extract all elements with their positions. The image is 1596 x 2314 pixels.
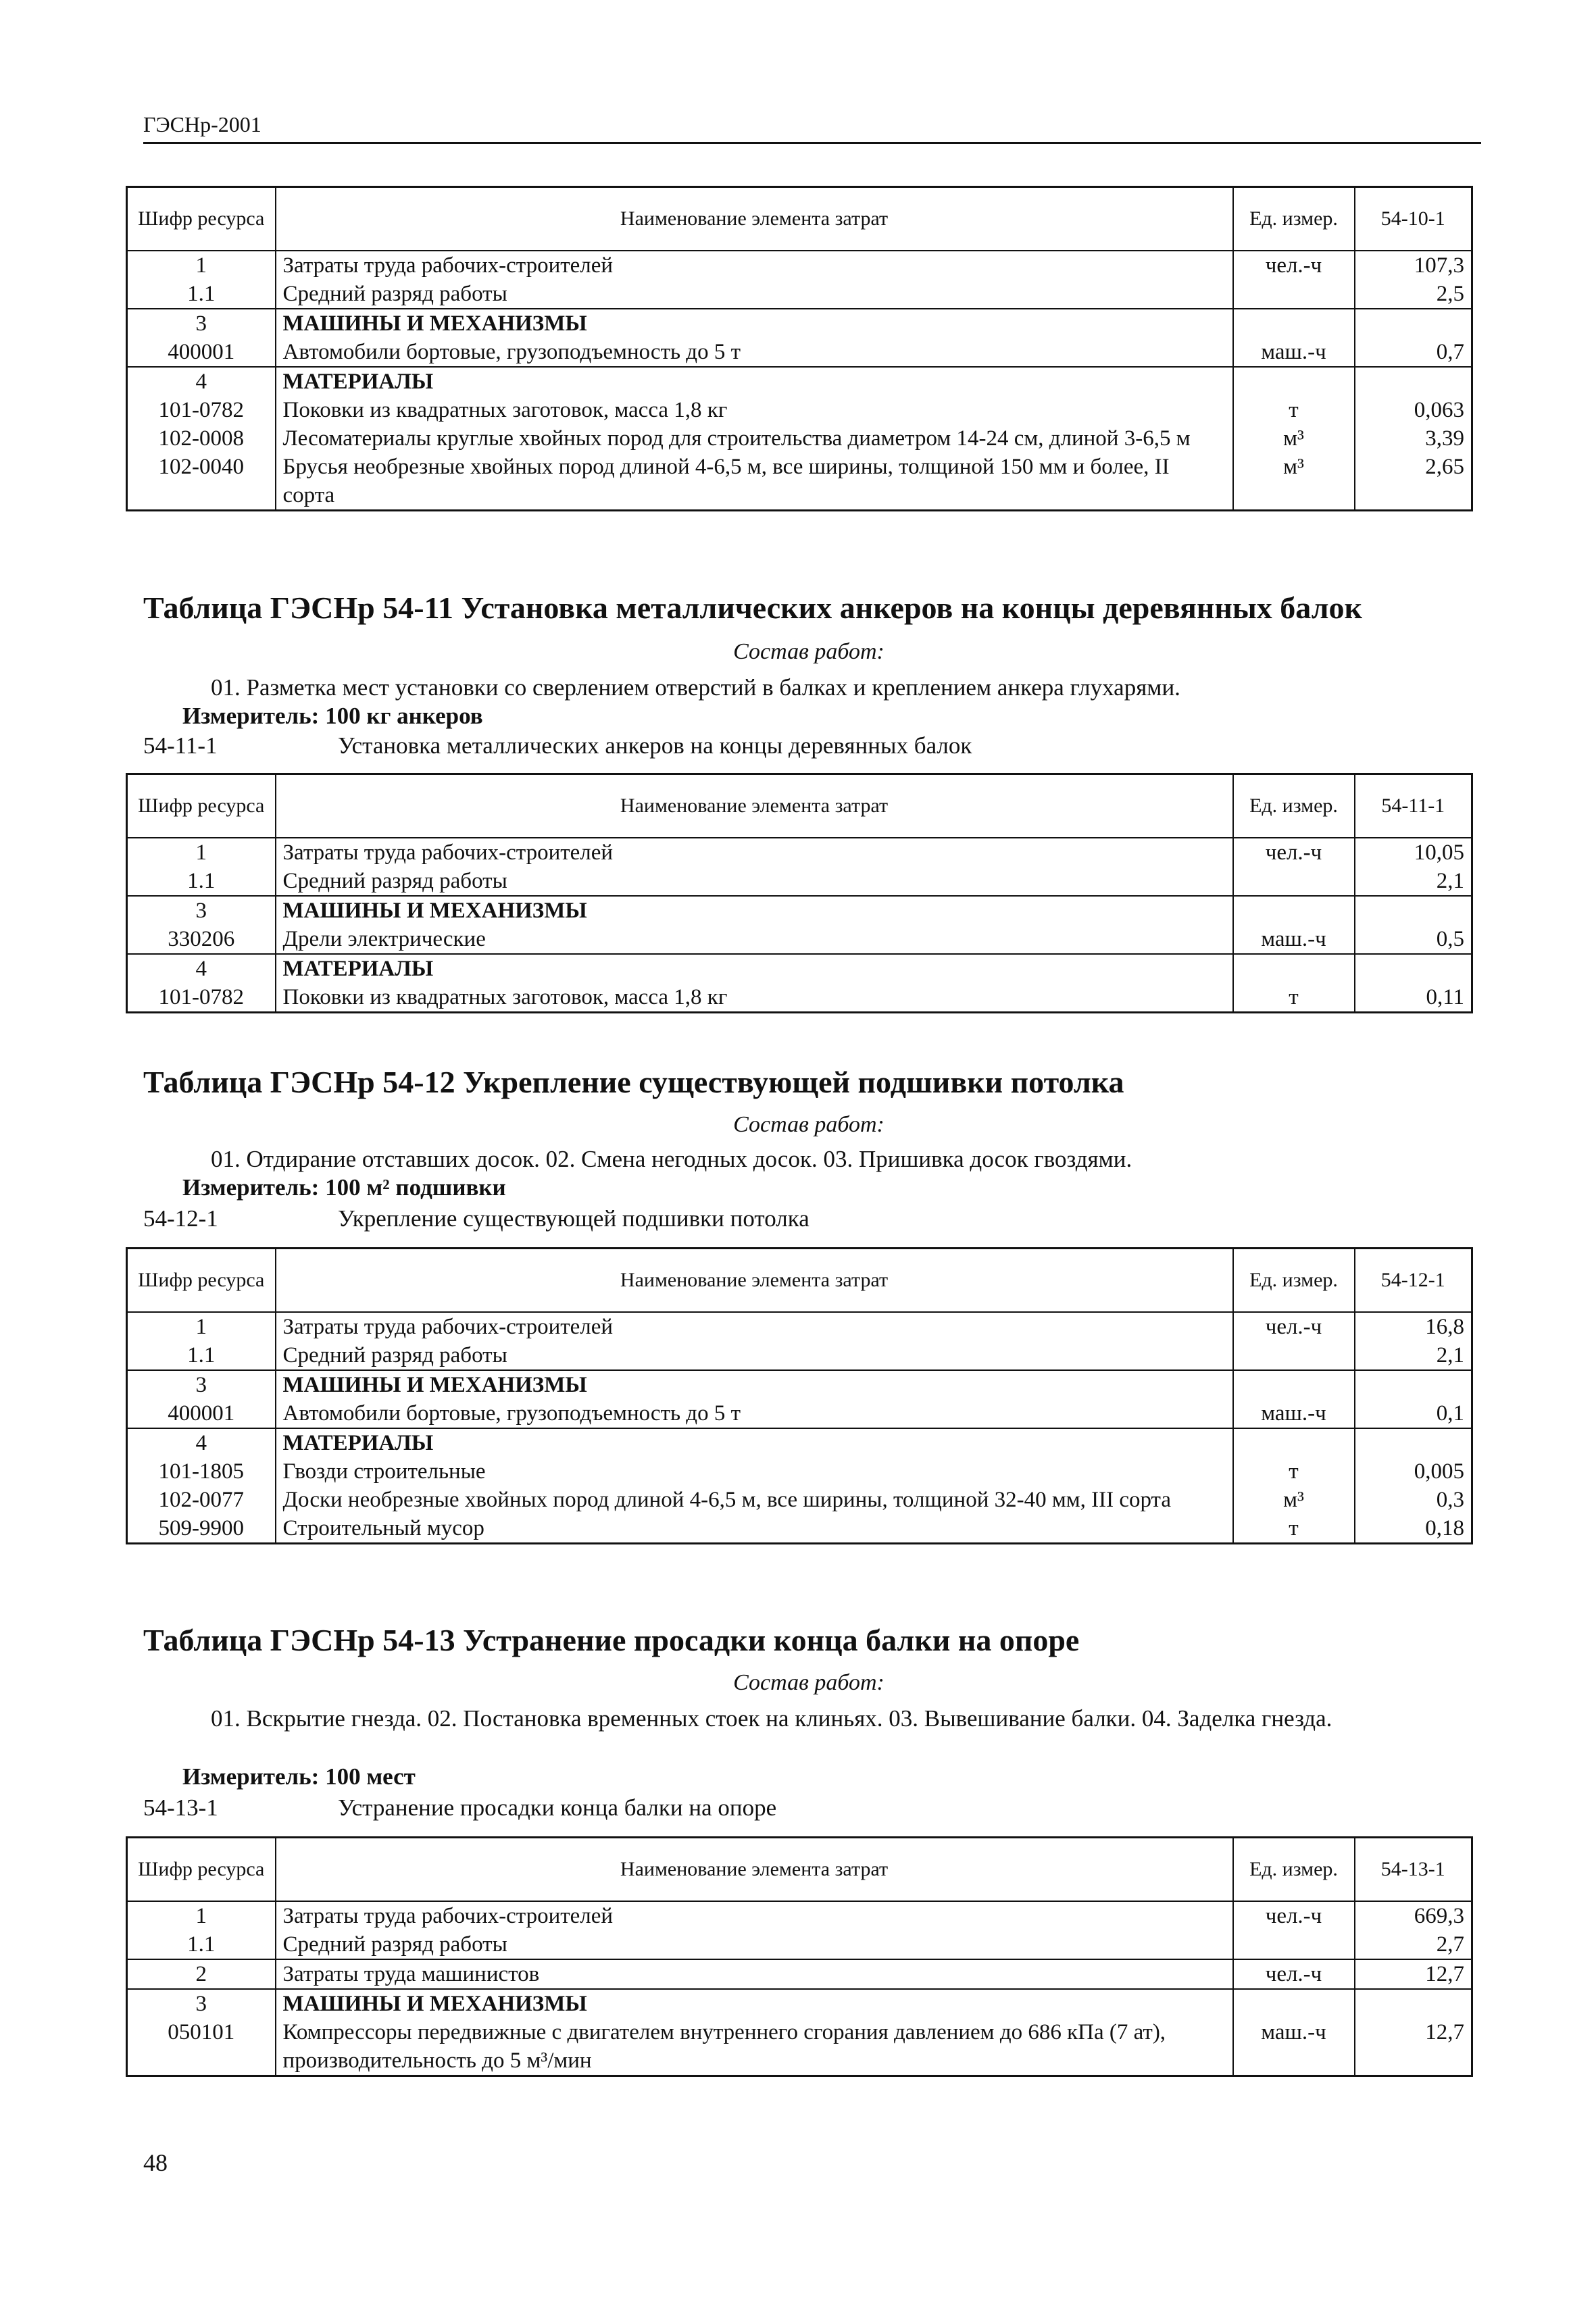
norm-value: 10,05 bbox=[1355, 838, 1472, 867]
table-row bbox=[127, 983, 1472, 1013]
column-norm-header: 54-11-1 bbox=[1355, 774, 1472, 838]
unit-cell bbox=[1233, 367, 1355, 396]
header-rule bbox=[143, 142, 1481, 144]
table-row bbox=[127, 1989, 1472, 2018]
column-code-header: Шифр ресурса bbox=[127, 774, 276, 838]
norm-value: 0,3 bbox=[1355, 1486, 1472, 1514]
resource-code: 1 bbox=[127, 251, 276, 280]
element-name: Гвозди строительные bbox=[276, 1457, 1233, 1486]
table-row bbox=[127, 954, 1472, 983]
resource-code: 102-0077 bbox=[127, 1486, 276, 1514]
norm-name-54-11: Установка металлических анкеров на концы деревянных балок bbox=[338, 732, 972, 759]
unit-cell: т bbox=[1233, 1514, 1355, 1544]
element-name: Поковки из квадратных заготовок, масса 1,8 кг bbox=[276, 396, 1233, 424]
unit-cell: чел.-ч bbox=[1233, 1959, 1355, 1989]
element-name: Поковки из квадратных заготовок, масса 1,8 кг bbox=[276, 983, 1233, 1013]
norm-name-54-13: Устранение просадки конца балки на опоре bbox=[338, 1794, 777, 1821]
norm-code-54-11: 54-11-1 bbox=[143, 732, 218, 759]
table-title-54-12: Таблица ГЭСНр 54-12 Укрепление существующей подшивки потолка bbox=[143, 1065, 1124, 1099]
norm-value: 2,7 bbox=[1355, 1930, 1472, 1959]
meter-54-11: Измеритель: 100 кг анкеров bbox=[182, 703, 483, 729]
column-name-header: Наименование элемента затрат bbox=[276, 187, 1233, 251]
table-row bbox=[127, 2018, 1472, 2076]
norm-value bbox=[1355, 954, 1472, 983]
unit-cell bbox=[1233, 1930, 1355, 1959]
table-row bbox=[127, 1930, 1472, 1959]
element-name: Автомобили бортовые, грузоподъемность до 5 т bbox=[276, 1399, 1233, 1428]
norm-value: 2,65 bbox=[1355, 453, 1472, 511]
table-row bbox=[127, 925, 1472, 954]
norm-value: 0,5 bbox=[1355, 925, 1472, 954]
resource-code: 1.1 bbox=[127, 1341, 276, 1370]
column-name-header: Наименование элемента затрат bbox=[276, 774, 1233, 838]
unit-cell bbox=[1233, 954, 1355, 983]
unit-cell bbox=[1233, 309, 1355, 338]
resource-code: 3 bbox=[127, 1989, 276, 2018]
table-row bbox=[127, 1457, 1472, 1486]
table-header-row bbox=[127, 1249, 1472, 1313]
unit-cell bbox=[1233, 280, 1355, 309]
resource-code: 1.1 bbox=[127, 1930, 276, 1959]
unit-cell bbox=[1233, 867, 1355, 896]
element-name: МАШИНЫ И МЕХАНИЗМЫ bbox=[276, 1370, 1233, 1399]
table-row bbox=[127, 896, 1472, 925]
resource-code: 3 bbox=[127, 309, 276, 338]
table-row bbox=[127, 1486, 1472, 1514]
unit-cell: чел.-ч bbox=[1233, 1901, 1355, 1930]
table-row bbox=[127, 309, 1472, 338]
cost-table-54-13 bbox=[126, 1836, 1473, 2077]
column-unit-header: Ед. измер. bbox=[1233, 1838, 1355, 1902]
unit-cell: т bbox=[1233, 396, 1355, 424]
table-row bbox=[127, 838, 1472, 867]
norm-value: 0,063 bbox=[1355, 396, 1472, 424]
norm-value: 2,1 bbox=[1355, 867, 1472, 896]
element-name: Средний разряд работы bbox=[276, 280, 1233, 309]
resource-code: 3 bbox=[127, 1370, 276, 1399]
norm-value: 3,39 bbox=[1355, 424, 1472, 453]
resource-code: 1 bbox=[127, 838, 276, 867]
element-name: Затраты труда рабочих-строителей bbox=[276, 838, 1233, 867]
unit-cell: м³ bbox=[1233, 424, 1355, 453]
resource-code: 102-0040 bbox=[127, 453, 276, 511]
resource-code: 102-0008 bbox=[127, 424, 276, 453]
norm-value: 2,1 bbox=[1355, 1341, 1472, 1370]
table-row bbox=[127, 1312, 1472, 1341]
table-row bbox=[127, 338, 1472, 367]
column-code-header: Шифр ресурса bbox=[127, 1249, 276, 1313]
norm-value bbox=[1355, 1370, 1472, 1399]
resource-code: 1.1 bbox=[127, 280, 276, 309]
table-header-row bbox=[127, 774, 1472, 838]
element-name: Затраты труда машинистов bbox=[276, 1959, 1233, 1989]
column-unit-header: Ед. измер. bbox=[1233, 774, 1355, 838]
element-name: Брусья необрезные хвойных пород длиной 4-6,5 м, все ширины, толщиной 150 мм и более, II сорта bbox=[276, 453, 1233, 511]
norm-value: 0,005 bbox=[1355, 1457, 1472, 1486]
resource-code: 101-0782 bbox=[127, 983, 276, 1013]
unit-cell: маш.-ч bbox=[1233, 925, 1355, 954]
element-name: МАШИНЫ И МЕХАНИЗМЫ bbox=[276, 896, 1233, 925]
unit-cell: м³ bbox=[1233, 453, 1355, 511]
element-name: Средний разряд работы bbox=[276, 1930, 1233, 1959]
resource-code: 509-9900 bbox=[127, 1514, 276, 1544]
element-name: Доски необрезные хвойных пород длиной 4-6,5 м, все ширины, толщиной 32-40 мм, III сорта bbox=[276, 1486, 1233, 1514]
table-header-row bbox=[127, 187, 1472, 251]
norm-value: 107,3 bbox=[1355, 251, 1472, 280]
norm-value: 12,7 bbox=[1355, 2018, 1472, 2076]
column-name-header: Наименование элемента затрат bbox=[276, 1838, 1233, 1902]
page-number: 48 bbox=[143, 2149, 168, 2176]
resource-code: 400001 bbox=[127, 1399, 276, 1428]
unit-cell bbox=[1233, 1428, 1355, 1457]
table-row bbox=[127, 867, 1472, 896]
unit-cell: т bbox=[1233, 1457, 1355, 1486]
norm-value: 0,18 bbox=[1355, 1514, 1472, 1544]
unit-cell: маш.-ч bbox=[1233, 1399, 1355, 1428]
table-title-54-11: Таблица ГЭСНр 54-11 Установка металлических анкеров на концы деревянных балок bbox=[143, 590, 1363, 625]
composition-label-54-12: Состав работ: bbox=[733, 1112, 884, 1137]
table-title-54-13: Таблица ГЭСНр 54-13 Устранение просадки конца балки на опоре bbox=[143, 1623, 1080, 1657]
element-name: Лесоматериалы круглые хвойных пород для строительства диаметром 14-24 см, длиной 3-6,5 м bbox=[276, 424, 1233, 453]
norm-value: 0,1 bbox=[1355, 1399, 1472, 1428]
table-header-row bbox=[127, 1838, 1472, 1902]
resource-code: 1 bbox=[127, 1901, 276, 1930]
norm-value bbox=[1355, 1428, 1472, 1457]
element-name: Строительный мусор bbox=[276, 1514, 1233, 1544]
element-name: Компрессоры передвижные с двигателем внутреннего сгорания давлением до 686 кПа (7 ат), производительность до 5 м³/мин bbox=[276, 2018, 1233, 2076]
resource-code: 4 bbox=[127, 367, 276, 396]
unit-cell: чел.-ч bbox=[1233, 251, 1355, 280]
meter-54-13: Измеритель: 100 мест bbox=[182, 1763, 416, 1790]
resource-code: 101-0782 bbox=[127, 396, 276, 424]
column-norm-header: 54-12-1 bbox=[1355, 1249, 1472, 1313]
works-list-54-11: 01. Разметка мест установки со сверлением отверстий в балках и креплением анкера глухарями. bbox=[211, 674, 1180, 701]
norm-name-54-12: Укрепление существующей подшивки потолка bbox=[338, 1205, 809, 1232]
resource-code: 050101 bbox=[127, 2018, 276, 2076]
table-row bbox=[127, 251, 1472, 280]
column-unit-header: Ед. измер. bbox=[1233, 1249, 1355, 1313]
document-header: ГЭСНр-2001 bbox=[143, 112, 261, 136]
column-unit-header: Ед. измер. bbox=[1233, 187, 1355, 251]
norm-value bbox=[1355, 1989, 1472, 2018]
norm-value: 0,7 bbox=[1355, 338, 1472, 367]
norm-value: 2,5 bbox=[1355, 280, 1472, 309]
resource-code: 400001 bbox=[127, 338, 276, 367]
table-row bbox=[127, 1370, 1472, 1399]
resource-code: 1 bbox=[127, 1312, 276, 1341]
table-row bbox=[127, 1901, 1472, 1930]
resource-code: 2 bbox=[127, 1959, 276, 1989]
column-norm-header: 54-13-1 bbox=[1355, 1838, 1472, 1902]
unit-cell: маш.-ч bbox=[1233, 2018, 1355, 2076]
norm-value: 669,3 bbox=[1355, 1901, 1472, 1930]
element-name: МАШИНЫ И МЕХАНИЗМЫ bbox=[276, 1989, 1233, 2018]
resource-code: 3 bbox=[127, 896, 276, 925]
table-row bbox=[127, 424, 1472, 453]
element-name: Дрели электрические bbox=[276, 925, 1233, 954]
table-row bbox=[127, 1341, 1472, 1370]
column-code-header: Шифр ресурса bbox=[127, 187, 276, 251]
unit-cell: м³ bbox=[1233, 1486, 1355, 1514]
norm-value: 12,7 bbox=[1355, 1959, 1472, 1989]
composition-label-54-11: Состав работ: bbox=[733, 639, 884, 664]
unit-cell bbox=[1233, 1370, 1355, 1399]
unit-cell: т bbox=[1233, 983, 1355, 1013]
element-name: Автомобили бортовые, грузоподъемность до 5 т bbox=[276, 338, 1233, 367]
element-name: Средний разряд работы bbox=[276, 867, 1233, 896]
unit-cell bbox=[1233, 1341, 1355, 1370]
unit-cell: маш.-ч bbox=[1233, 338, 1355, 367]
column-name-header: Наименование элемента затрат bbox=[276, 1249, 1233, 1313]
element-name: МАТЕРИАЛЫ bbox=[276, 954, 1233, 983]
column-norm-header: 54-10-1 bbox=[1355, 187, 1472, 251]
element-name: Средний разряд работы bbox=[276, 1341, 1233, 1370]
unit-cell bbox=[1233, 896, 1355, 925]
composition-label-54-13: Состав работ: bbox=[733, 1670, 884, 1695]
column-code-header: Шифр ресурса bbox=[127, 1838, 276, 1902]
unit-cell: чел.-ч bbox=[1233, 838, 1355, 867]
norm-code-54-13: 54-13-1 bbox=[143, 1794, 218, 1821]
element-name: Затраты труда рабочих-строителей bbox=[276, 1312, 1233, 1341]
table-row bbox=[127, 1428, 1472, 1457]
table-row bbox=[127, 280, 1472, 309]
table-row bbox=[127, 453, 1472, 511]
resource-code: 4 bbox=[127, 1428, 276, 1457]
element-name: МАТЕРИАЛЫ bbox=[276, 367, 1233, 396]
table-row bbox=[127, 1959, 1472, 1989]
unit-cell bbox=[1233, 1989, 1355, 2018]
resource-code: 4 bbox=[127, 954, 276, 983]
norm-value: 16,8 bbox=[1355, 1312, 1472, 1341]
element-name: Затраты труда рабочих-строителей bbox=[276, 1901, 1233, 1930]
cost-table-54-12 bbox=[126, 1247, 1473, 1544]
norm-code-54-12: 54-12-1 bbox=[143, 1205, 218, 1232]
resource-code: 1.1 bbox=[127, 867, 276, 896]
element-name: МАТЕРИАЛЫ bbox=[276, 1428, 1233, 1457]
table-row bbox=[127, 367, 1472, 396]
unit-cell: чел.-ч bbox=[1233, 1312, 1355, 1341]
norm-value bbox=[1355, 367, 1472, 396]
table-row bbox=[127, 1399, 1472, 1428]
norm-value bbox=[1355, 309, 1472, 338]
norm-value bbox=[1355, 896, 1472, 925]
works-list-54-13: 01. Вскрытие гнезда. 02. Постановка временных стоек на клиньях. 03. Вывешивание балки. 04. Заделка гнезда. bbox=[211, 1705, 1332, 1732]
works-list-54-12: 01. Отдирание отставших досок. 02. Смена негодных досок. 03. Пришивка досок гвоздями. bbox=[211, 1146, 1132, 1172]
element-name: Затраты труда рабочих-строителей bbox=[276, 251, 1233, 280]
resource-code: 330206 bbox=[127, 925, 276, 954]
table-row bbox=[127, 1514, 1472, 1544]
table-row bbox=[127, 396, 1472, 424]
element-name: МАШИНЫ И МЕХАНИЗМЫ bbox=[276, 309, 1233, 338]
norm-value: 0,11 bbox=[1355, 983, 1472, 1013]
cost-table-54-11 bbox=[126, 773, 1473, 1013]
meter-54-12: Измеритель: 100 м² подшивки bbox=[182, 1174, 506, 1201]
cost-table-54-10 bbox=[126, 186, 1473, 511]
resource-code: 101-1805 bbox=[127, 1457, 276, 1486]
